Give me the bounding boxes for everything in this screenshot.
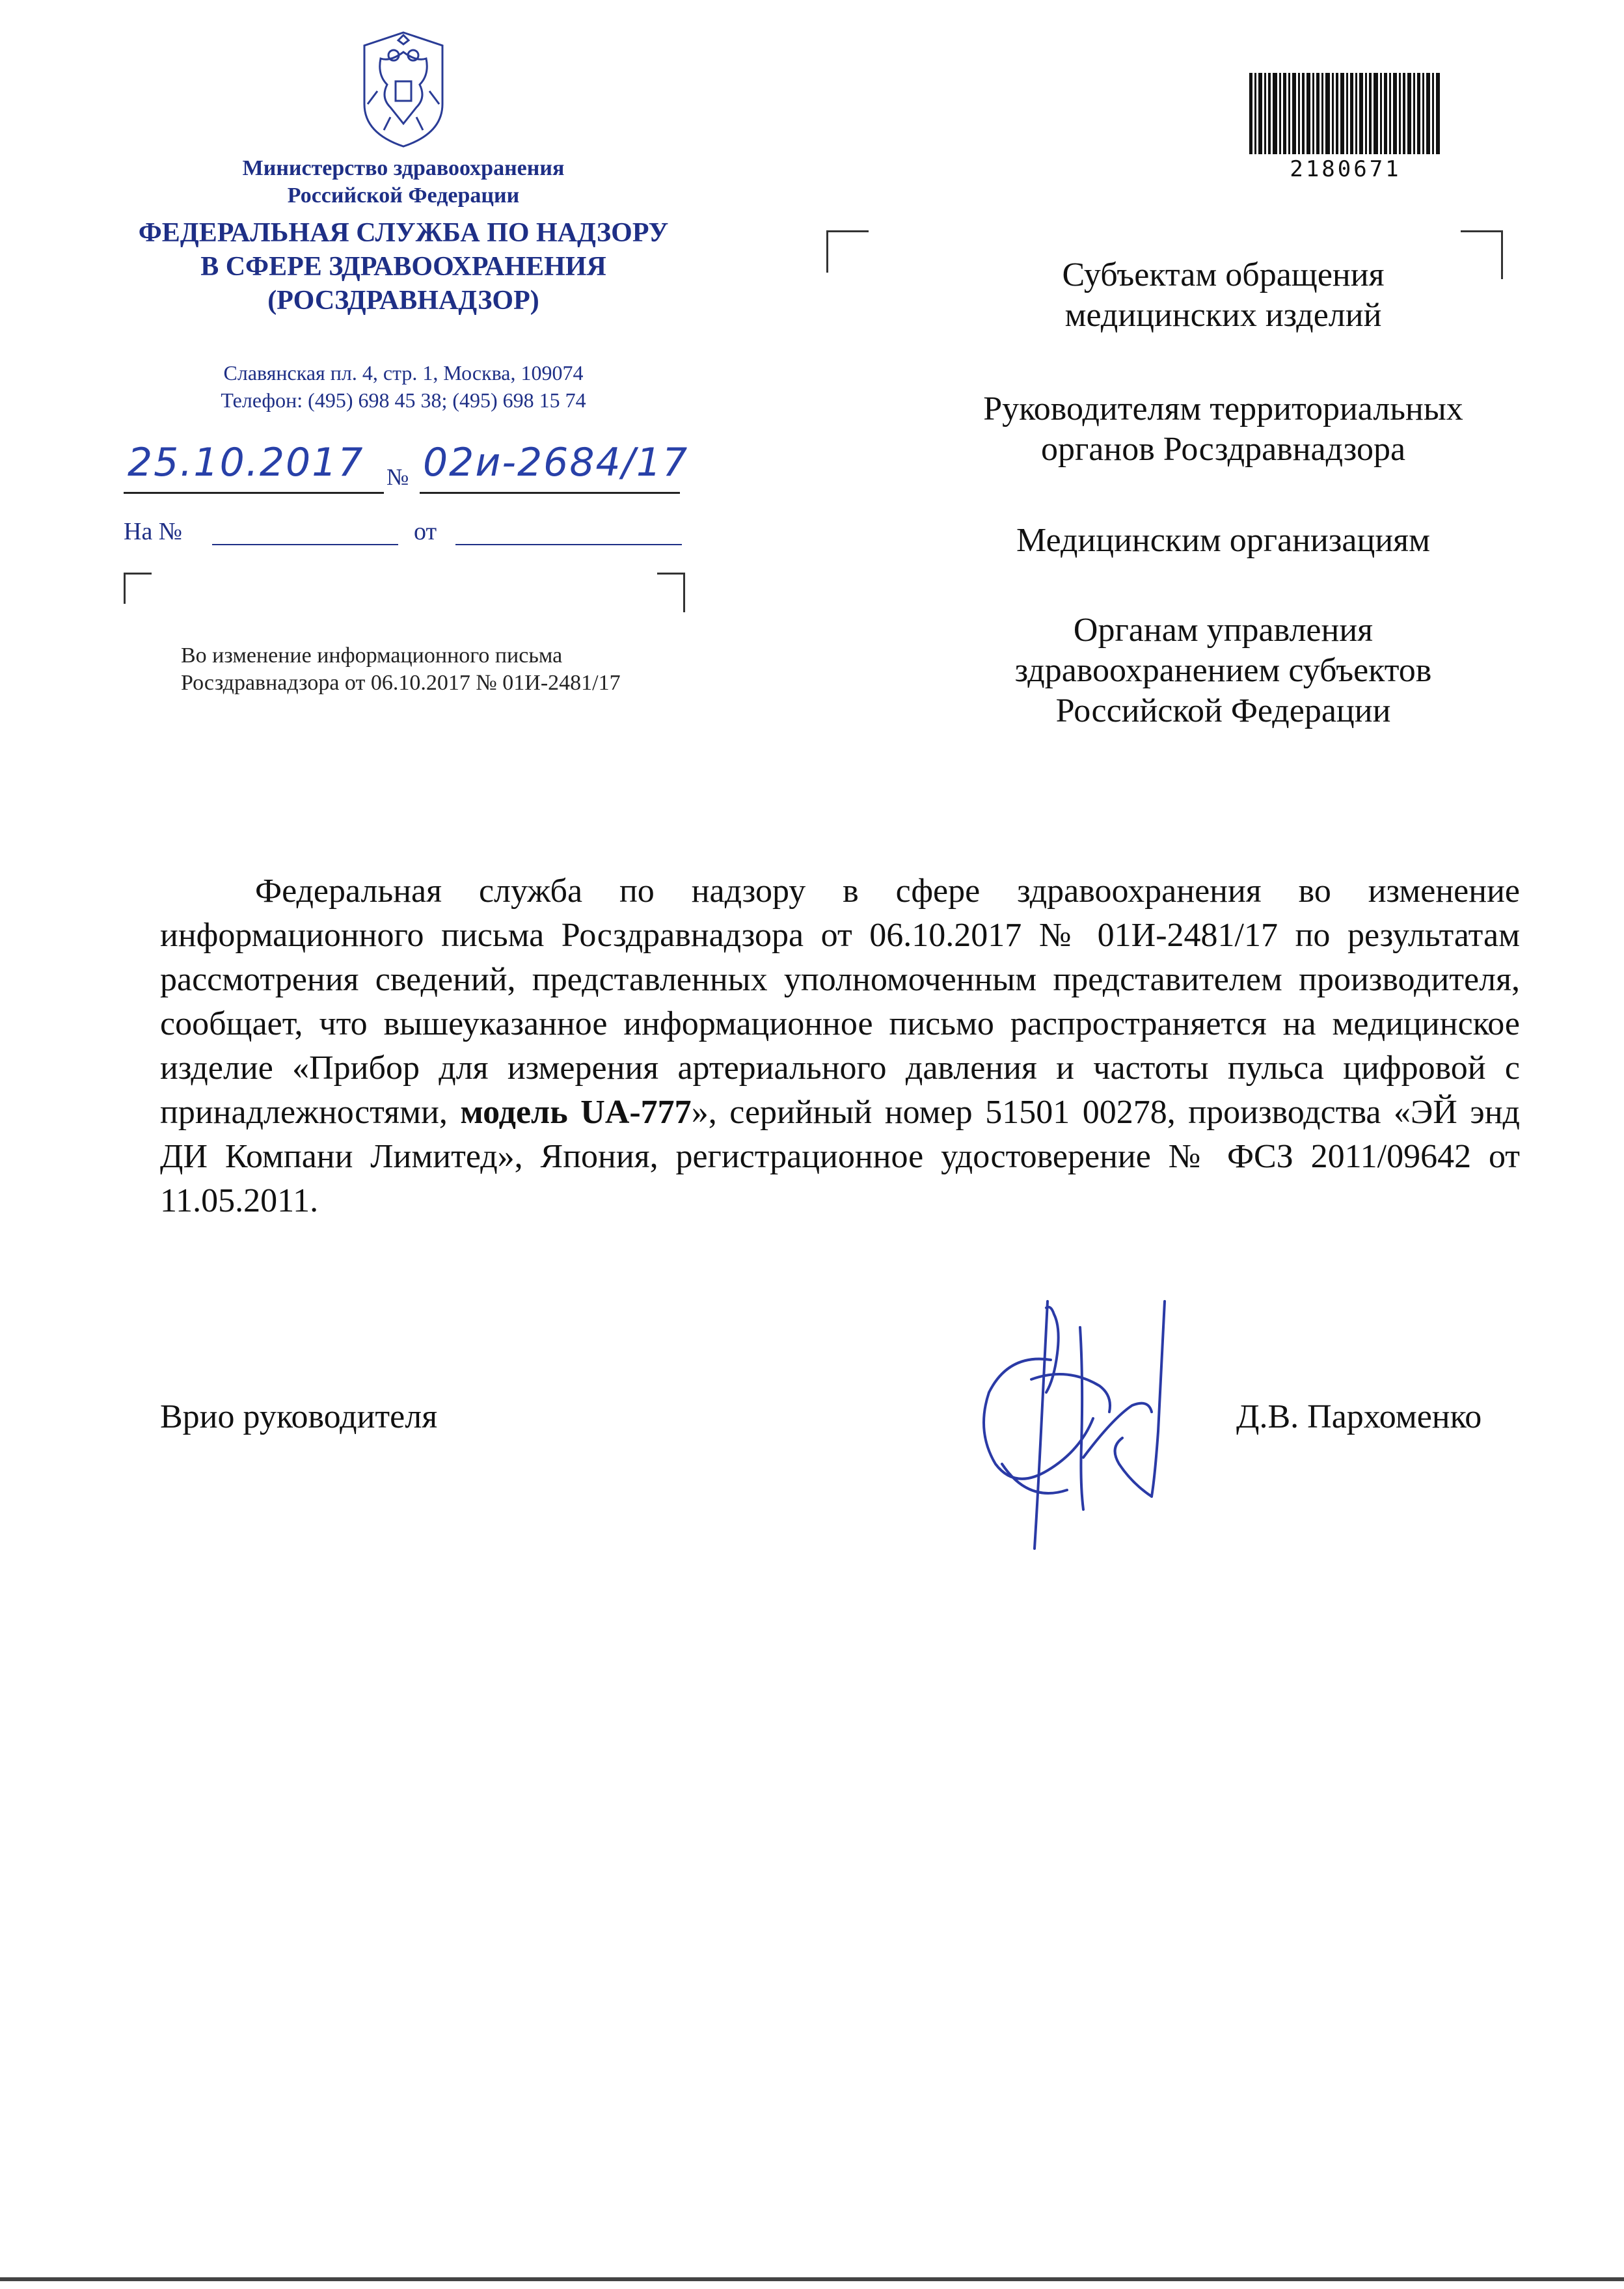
addressee-4-line-3: Российской Федерации — [1055, 692, 1391, 729]
addressee-1-line-1: Субъектам обращения — [1062, 256, 1385, 293]
subject-bracket-left — [124, 573, 152, 604]
reply-number-label: На № — [124, 518, 183, 545]
ministry-line-2: Российской Федерации — [287, 183, 520, 208]
service-name — [117, 216, 690, 318]
body-part-1: Федеральная служба по надзору в сфере здравоохранения во изменение информационного письма Росздравнадзора от 06.10.2017 № 01И-2481/17 по результатам рассмотрения сведений, представленных уполномоченным представителем производителя, сообщает, что вышеуказанное информационное письмо распространяется на медицинское изделие «Прибор для измерения артериального давления и частоты пульса цифровой с принадлежностями, — [160, 873, 1520, 1131]
page-bottom-edge — [0, 2277, 1624, 2281]
subject-bracket-right — [657, 573, 685, 612]
addressee-4 — [859, 610, 1588, 731]
addressee-1 — [859, 255, 1588, 336]
address: Славянская пл. 4, стр. 1, Москва, 109074 — [223, 361, 584, 385]
ministry-name — [150, 155, 657, 210]
body-part-2: », серийный номер 51501 00278, производства «ЭЙ энд ДИ Компани Лимитед», Япония, регистрационное удостоверение № ФСЗ 2011/09642 от 11.05.2011. — [160, 1094, 1520, 1219]
subject-line-2: Росздравнадзора от 06.10.2017 № 01И-2481/17 — [181, 671, 621, 695]
number-sign: № — [386, 464, 409, 490]
coat-of-arms-emblem — [351, 26, 455, 150]
reply-from-label: от — [414, 518, 437, 545]
addressee-1-line-2: медицинских изделий — [1064, 297, 1382, 334]
handwritten-signature — [969, 1288, 1191, 1555]
phone: Телефон: (495) 698 45 38; (495) 698 15 74 — [221, 388, 586, 412]
addressee-4-line-1: Органам управления — [1073, 612, 1374, 649]
addressee-3 — [859, 521, 1588, 561]
ministry-line-1: Министерство здравоохранения — [242, 156, 565, 180]
reply-number-line — [212, 544, 398, 545]
addressee-3-line-1: Медицинским организациям — [1016, 522, 1430, 559]
service-line-1: ФЕДЕРАЛЬНАЯ СЛУЖБА ПО НАДЗОРУ — [138, 218, 669, 248]
barcode — [1248, 73, 1443, 156]
service-line-3: (РОСЗДРАВНАДЗОР) — [267, 286, 539, 316]
barcode-number: 2180671 — [1290, 156, 1401, 182]
addressee-2 — [859, 389, 1588, 470]
subject-line-1: Во изменение информационного письма — [181, 643, 563, 668]
subject — [181, 642, 734, 697]
signatory-position: Врио руководителя — [160, 1398, 438, 1435]
addressee-2-line-2: органов Росздравнадзора — [1040, 431, 1406, 468]
contact-info — [150, 359, 657, 414]
body-paragraph — [160, 869, 1520, 1223]
registration-number: 02и-2684/17 — [423, 440, 689, 485]
signatory-name: Д.В. Пархоменко — [1236, 1398, 1482, 1435]
body-model-bold: модель UA-777 — [460, 1094, 692, 1131]
addressee-4-line-2: здравоохранением субъектов — [1014, 652, 1432, 689]
addressee-2-line-1: Руководителям территориальных — [983, 390, 1463, 427]
date-underline — [124, 492, 384, 494]
reply-from-line — [455, 544, 682, 545]
service-line-2: В СФЕРЕ ЗДРАВООХРАНЕНИЯ — [200, 252, 606, 282]
registration-date: 25.10.2017 — [128, 440, 364, 485]
number-underline — [420, 492, 680, 494]
